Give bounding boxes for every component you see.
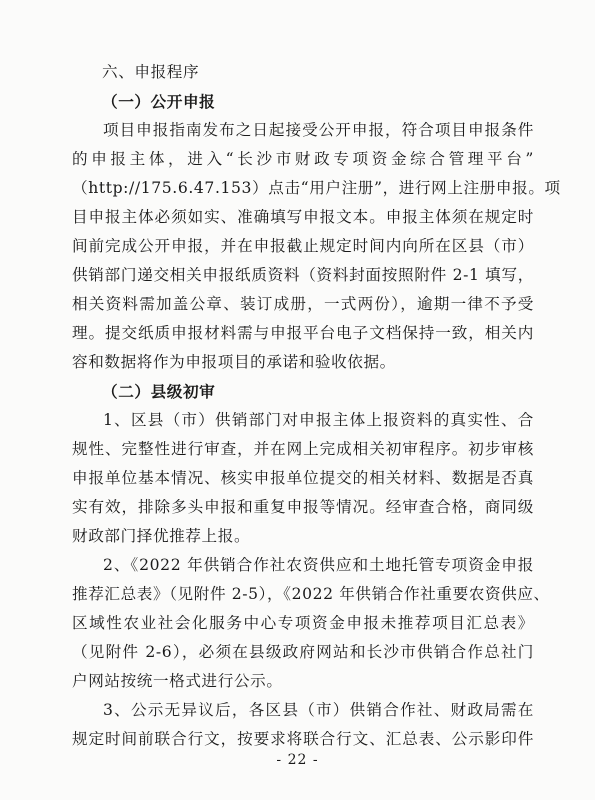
paragraph-line: 理。提交纸质申报材料需与申报平台电子文档保持一致，相关内 [72, 324, 534, 342]
page-number: - 22 - [276, 752, 319, 768]
paragraph-line: 1、区县（市）供销部门对申报主体上报资料的真实性、合 [103, 411, 534, 429]
section-title: 六、申报程序 [102, 63, 200, 81]
paragraph-line: 推荐汇总表》（见附件 2-5），《2022 年供销合作社重要农资供应、 [72, 585, 550, 603]
paragraph-line: 规定时间前联合行文，按要求将联合行文、汇总表、公示影印件 [72, 730, 534, 748]
paragraph-line: 申报单位基本情况、核实申报单位提交的相关材料、数据是否真 [72, 469, 534, 487]
paragraph-line: 目申报主体必须如实、准确填写申报文本。申报主体须在规定时 [72, 208, 534, 226]
document-body [72, 58, 561, 754]
paragraph-line: 3、公示无异议后，各区县（市）供销合作社、财政局需在 [103, 701, 534, 719]
paragraph-line: 项目申报指南发布之日起接受公开申报，符合项目申报条件 [103, 121, 534, 139]
paragraph-line: 的申报主体，进入“长沙市财政专项资金综合管理平台” [72, 150, 534, 168]
paragraph-line: 财政部门择优推荐上报。 [72, 527, 251, 545]
paragraph-line: 规性、完整性进行审查，并在网上完成相关初审程序。初步审核 [72, 440, 534, 458]
paragraph-line: （http://175.6.47.153）点击“用户注册”，进行网上注册申报。项 [72, 179, 561, 197]
subsection-title-county-review: （二）县级初审 [102, 382, 216, 401]
paragraph-line: 间前完成公开申报，并在申报截止规定时间内向所在区县（市） [72, 237, 534, 255]
paragraph-line: 户网站按统一格式进行公示。 [72, 672, 283, 690]
paragraph-line: 供销部门递交相关申报纸质资料（资料封面按照附件 2-1 填写， [72, 266, 534, 284]
paragraph-line: 2、《2022 年供销合作社农资供应和土地托管专项资金申报 [103, 556, 534, 574]
paragraph-line: 区域性农业社会化服务中心专项资金申报未推荐项目汇总表》 [72, 614, 534, 632]
paragraph-line: 容和数据将作为申报项目的承诺和验收依据。 [72, 353, 396, 371]
paragraph-line: 实有效，排除多头申报和重复申报等情况。经审查合格，商同级 [72, 498, 534, 516]
subsection-title-public-application: （一）公开申报 [102, 92, 216, 111]
paragraph-line: 相关资料需加盖公章、装订成册，一式两份），逾期一律不予受 [72, 295, 534, 313]
paragraph-line: （见附件 2-6），必须在县级政府网站和长沙市供销合作总社门 [72, 643, 534, 661]
